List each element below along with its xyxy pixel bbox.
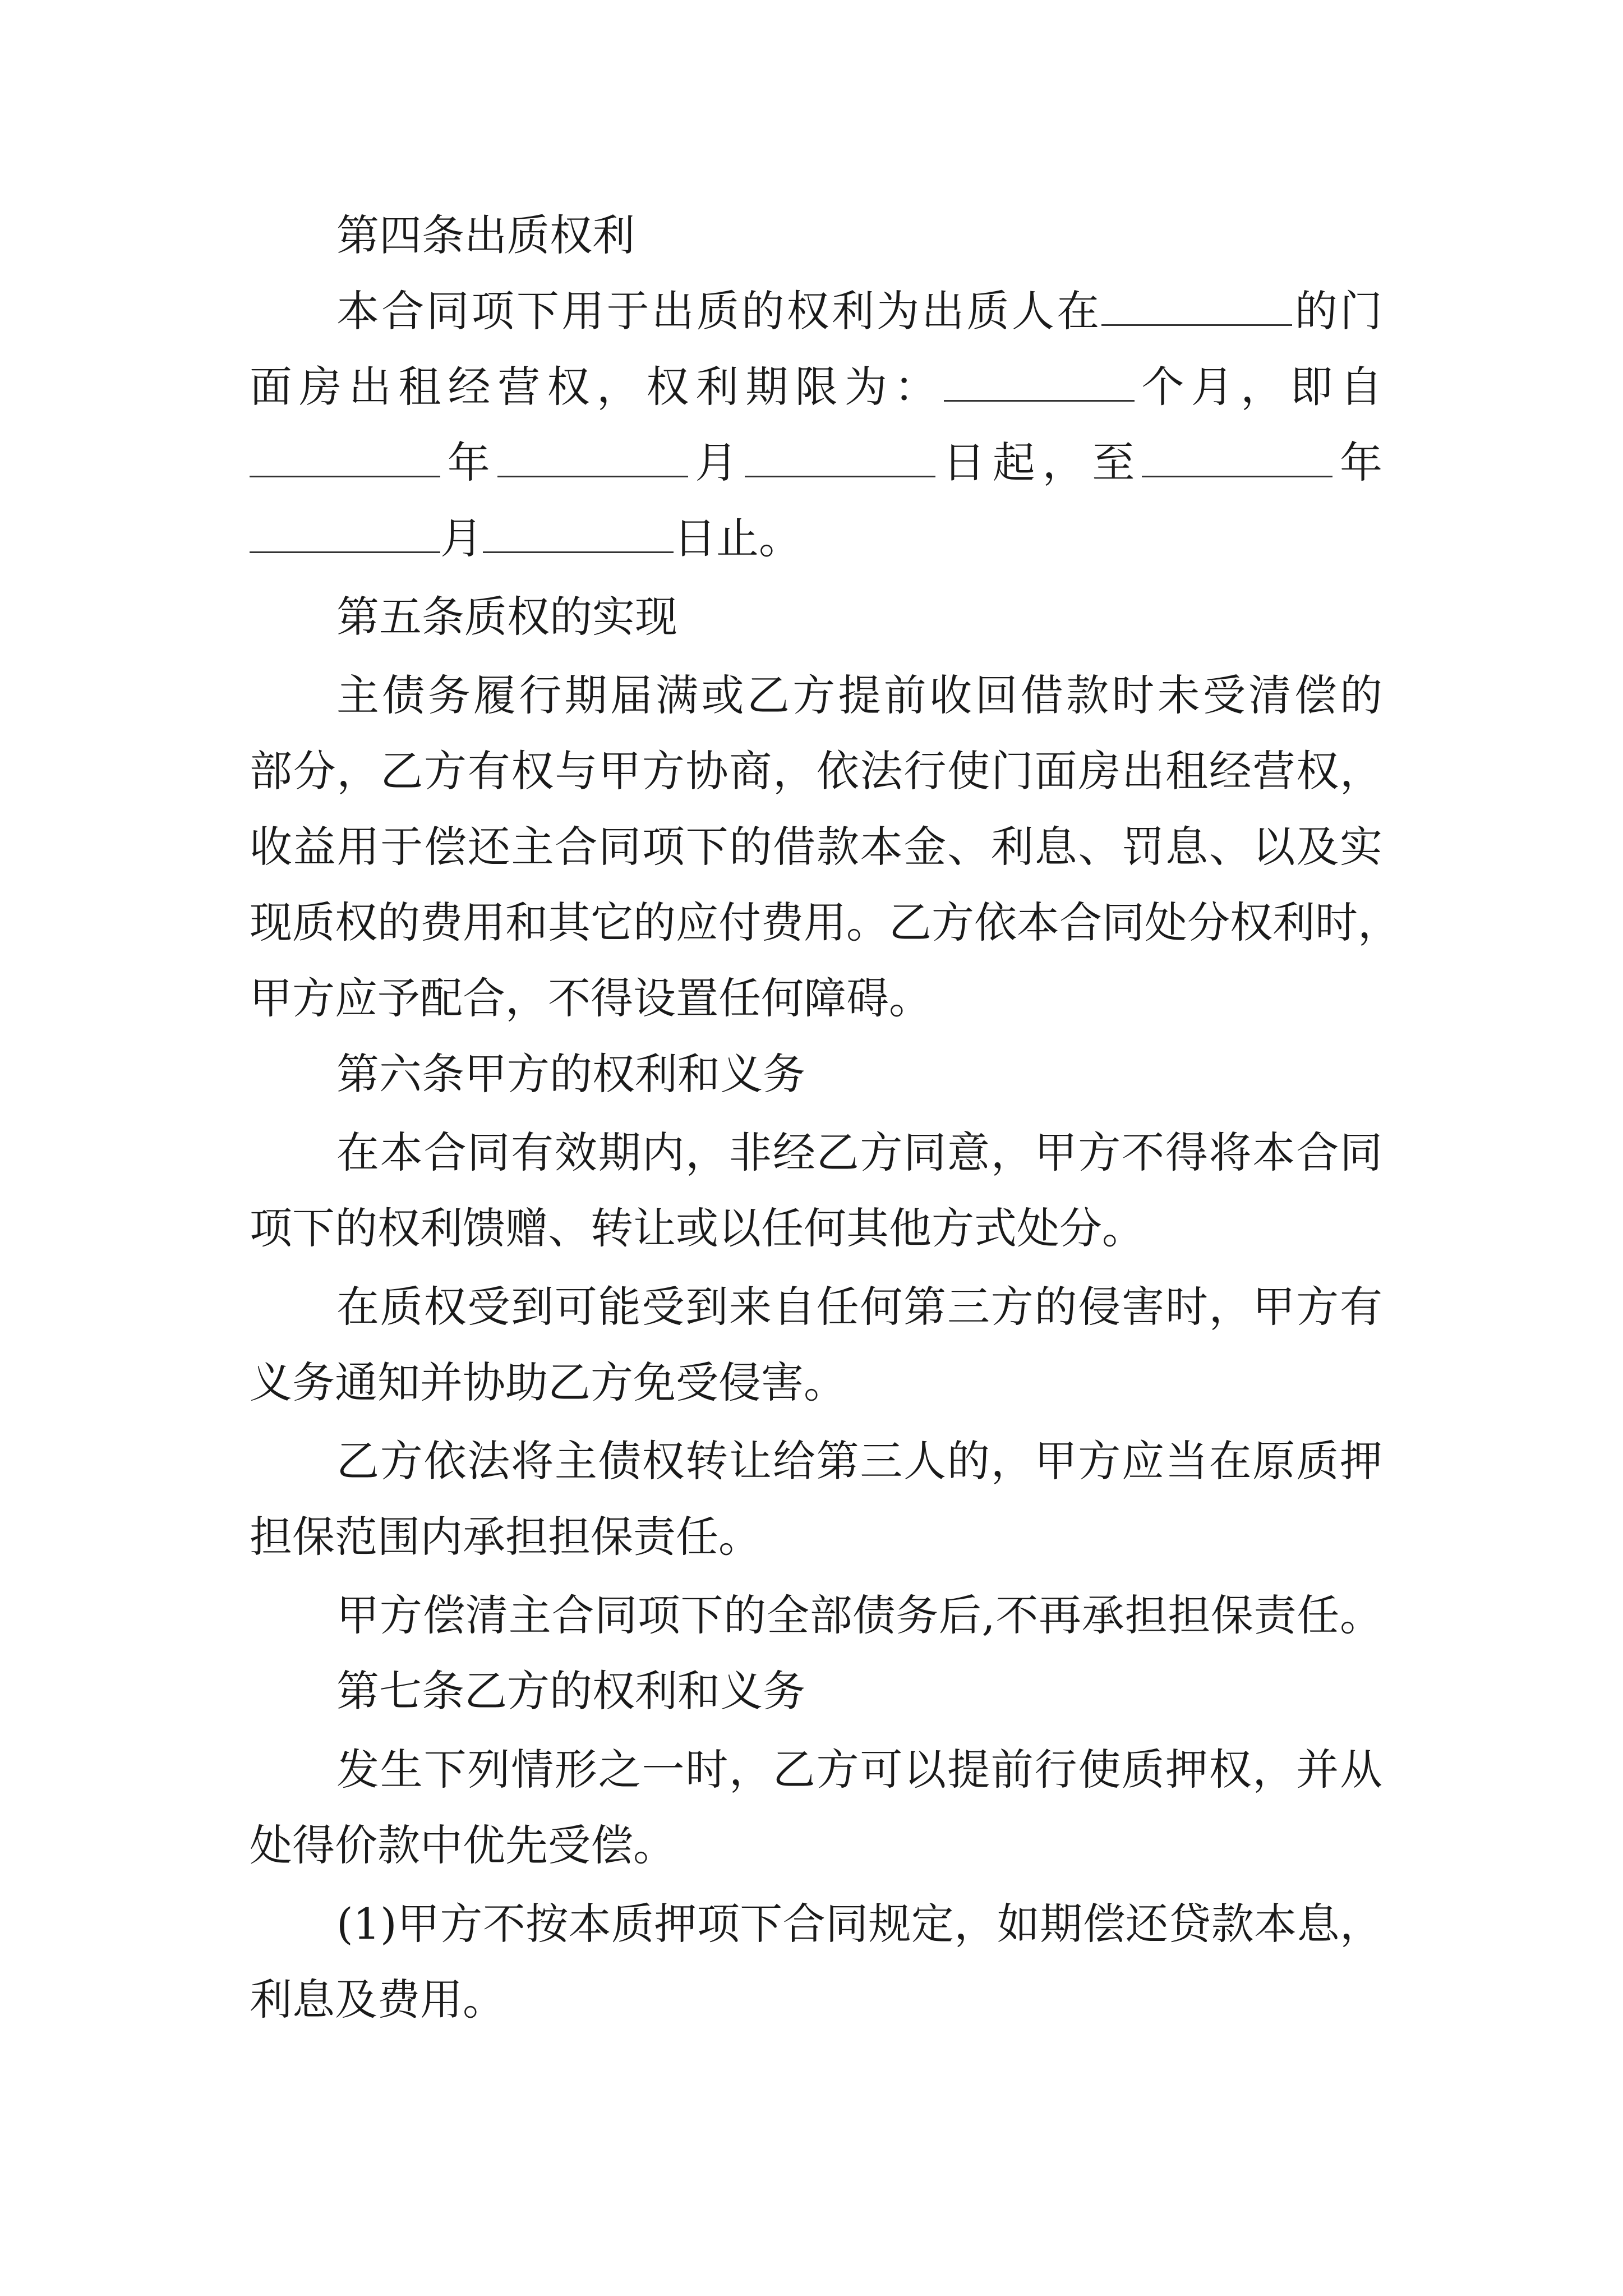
- fill-blank-end-year[interactable]: [1142, 442, 1332, 477]
- text-segment: 月: [440, 513, 483, 563]
- paragraph-line: 发生下列情形之一时，乙方可以提前行使质押权，并从: [336, 1745, 1382, 1795]
- text-segment: 本合同项下用于出质的权利为出质人在: [336, 286, 1102, 336]
- article-4-line-4: [250, 510, 1382, 567]
- text-segment: 日起，至: [935, 438, 1142, 487]
- text-segment: 年: [440, 438, 497, 487]
- fill-blank-start-year[interactable]: [250, 442, 440, 477]
- fill-blank-end-day[interactable]: [483, 518, 674, 553]
- paragraph-line: 担保范围内承担担保责任。: [250, 1512, 761, 1562]
- article-4-line-3: [250, 435, 1382, 491]
- paragraph-line: 部分，乙方有权与甲方协商，依法行使门面房出租经营权，: [250, 746, 1382, 796]
- article-6-heading: 第六条甲方的权利和义务: [336, 1049, 805, 1099]
- paragraph-line: 收益用于偿还主合同项下的借款本金、利息、罚息、以及实: [250, 822, 1382, 872]
- fill-blank-location[interactable]: [1101, 291, 1292, 326]
- text-segment: 的门: [1292, 286, 1383, 336]
- fill-blank-months[interactable]: [944, 366, 1135, 402]
- article-4-line-2: [250, 359, 1382, 415]
- article-4-heading: 第四条出质权利: [336, 210, 635, 260]
- paragraph-line: (1)甲方不按本质押项下合同规定，如期偿还贷款本息，: [336, 1899, 1382, 1949]
- text-segment: 月: [688, 438, 745, 487]
- paragraph-line: 乙方依法将主债权转让给第三人的，甲方应当在原质押: [336, 1436, 1382, 1486]
- text-segment: 个月，即自: [1134, 362, 1383, 412]
- article-5-heading: 第五条质权的实现: [336, 592, 677, 642]
- fill-blank-end-month[interactable]: [250, 518, 440, 553]
- paragraph-line: 在质权受到可能受到来自任何第三方的侵害时，甲方有: [336, 1282, 1382, 1332]
- paragraph-line: 主债务履行期届满或乙方提前收回借款时未受清偿的: [336, 670, 1382, 720]
- paragraph-line: 处得价款中优先受偿。: [250, 1820, 676, 1870]
- article-4-line-1: [336, 283, 1382, 339]
- paragraph-line: 在本合同有效期内，非经乙方同意，甲方不得将本合同: [336, 1128, 1382, 1177]
- paragraph-line: 现质权的费用和其它的应付费用。乙方依本合同处分权利时，: [250, 898, 1400, 947]
- text-segment: 日止。: [674, 513, 801, 563]
- paragraph-line: 利息及费用。: [250, 1975, 505, 2024]
- text-segment: 年: [1332, 438, 1383, 487]
- article-7-heading: 第七条乙方的权利和义务: [336, 1666, 805, 1716]
- paragraph-line: 甲方应予配合，不得设置任何障碍。: [250, 973, 932, 1023]
- fill-blank-start-day[interactable]: [745, 442, 935, 477]
- fill-blank-start-month[interactable]: [497, 442, 688, 477]
- paragraph-line: 义务通知并协助乙方免受侵害。: [250, 1358, 846, 1407]
- paragraph-line: 项下的权利馈赠、转让或以任何其他方式处分。: [250, 1203, 1145, 1253]
- paragraph-line: 甲方偿清主合同项下的全部债务后,不再承担担保责任。: [336, 1590, 1382, 1640]
- text-segment: 面房出租经营权，权利期限为：: [250, 362, 944, 412]
